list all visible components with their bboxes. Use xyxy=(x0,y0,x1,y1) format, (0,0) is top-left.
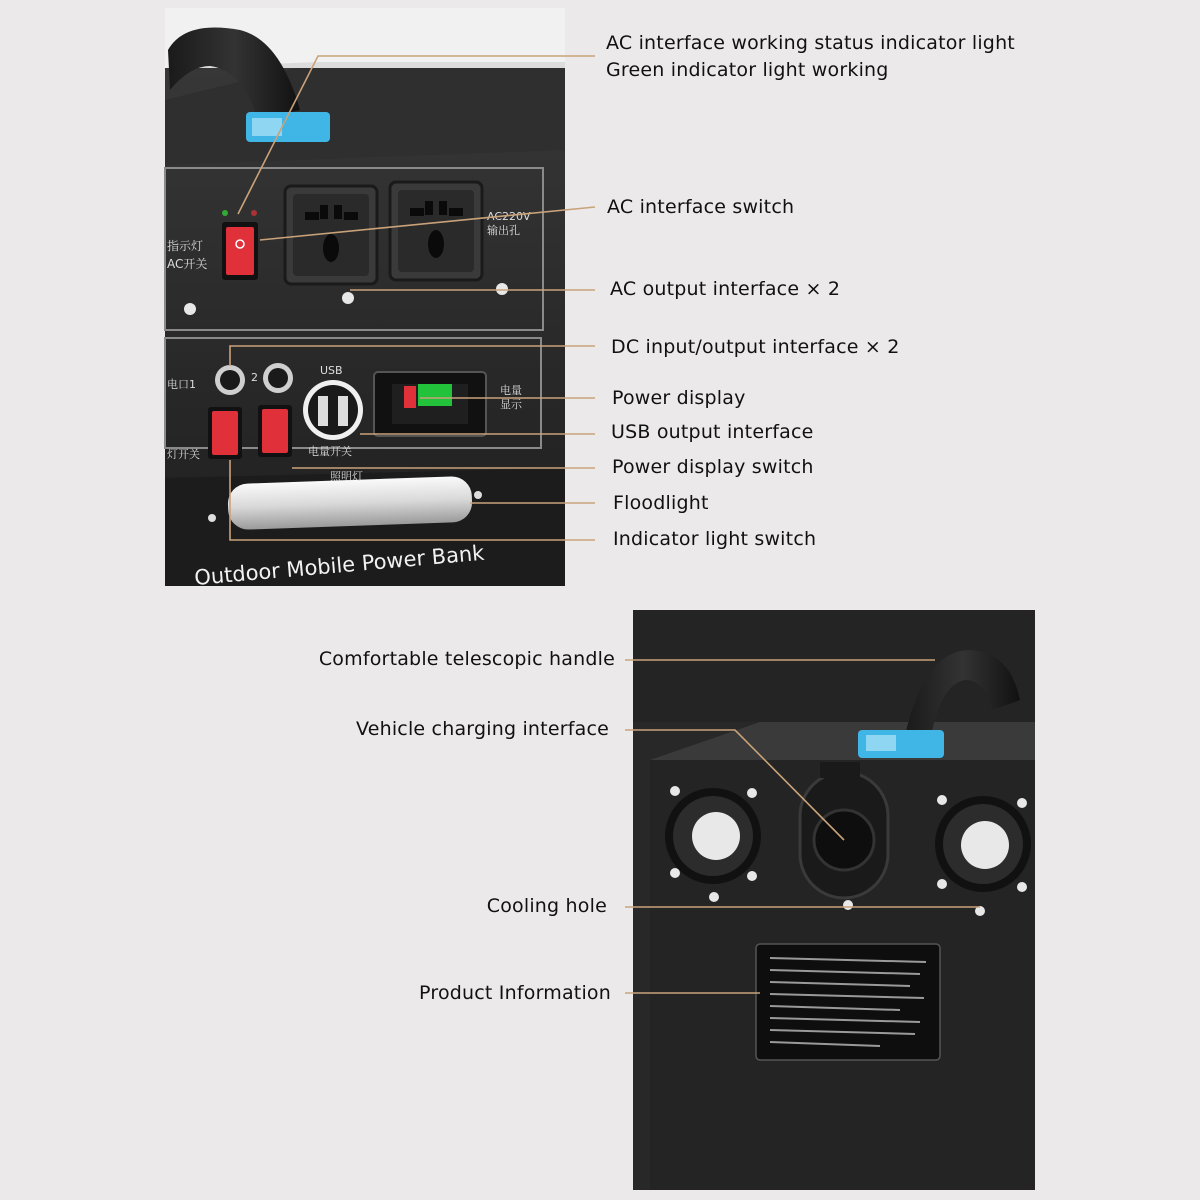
device-flood-cn: 照明灯 xyxy=(330,470,363,483)
label-indicator-switch: Indicator light switch xyxy=(613,528,817,550)
label-ac-status-light xyxy=(606,30,1015,84)
device-switch-cn: 灯开关 xyxy=(167,448,200,461)
device-output-cn: 输出孔 xyxy=(487,224,520,237)
device-brand-text: Outdoor Mobile Power Bank xyxy=(193,540,486,590)
device-power-switch-cn: 电量开关 xyxy=(308,445,352,458)
label-vehicle-charging: Vehicle charging interface xyxy=(355,718,609,740)
device-power-cn: 电量 xyxy=(500,384,522,397)
label-power-display-switch: Power display switch xyxy=(612,456,814,478)
label-cooling-hole: Cooling hole xyxy=(486,895,607,917)
device-ac-switch-cn: AC开关 xyxy=(167,257,208,271)
device-port2: 2 xyxy=(251,371,258,384)
label-ac-output: AC output interface × 2 xyxy=(610,278,841,300)
device-indicator-cn: 指示灯 xyxy=(167,239,204,253)
label-floodlight: Floodlight xyxy=(613,492,709,514)
device-port-cn: 电口1 xyxy=(167,378,196,391)
label-power-display: Power display xyxy=(612,387,746,409)
label-product-info: Product Information xyxy=(419,982,611,1004)
label-ac-status-light-line1: AC interface working status indicator light xyxy=(606,32,1015,54)
label-ac-status-light-line2: Green indicator light working xyxy=(606,59,889,81)
label-dc-io: DC input/output interface × 2 xyxy=(611,336,900,358)
label-ac-switch: AC interface switch xyxy=(607,196,795,218)
device-ac220v: AC220V xyxy=(487,210,531,223)
device-usb-label: USB xyxy=(320,364,343,377)
label-handle: Comfortable telescopic handle xyxy=(318,648,615,670)
device-display-cn: 显示 xyxy=(500,398,522,411)
label-usb-output: USB output interface xyxy=(611,421,814,443)
